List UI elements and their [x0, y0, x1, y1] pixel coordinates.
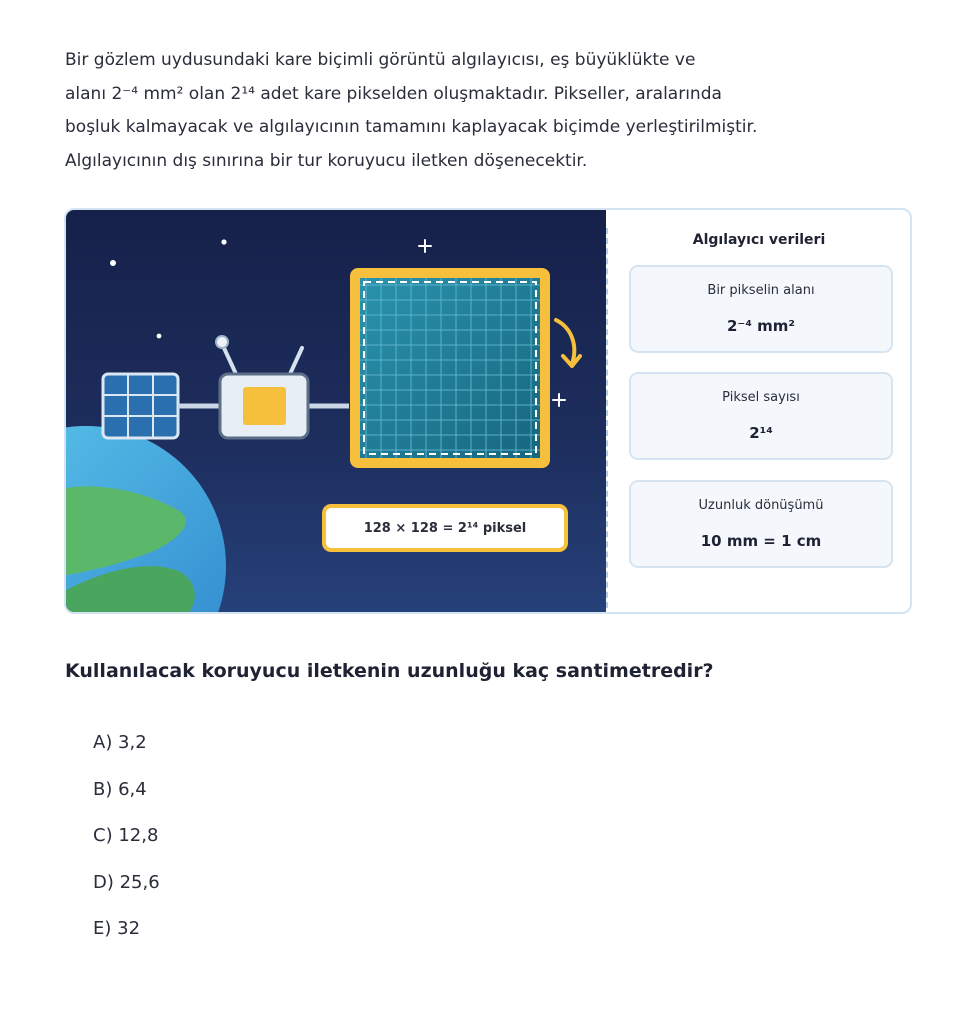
- antenna-tip: [216, 336, 228, 348]
- pixel-area-card: [629, 265, 893, 353]
- pixel-count-card: [629, 372, 893, 460]
- stem-line: alanı 2⁻⁴ mm² olan 2¹⁴ adet kare pikselden oluşmaktadır. Pikseller, aralarında: [65, 83, 722, 104]
- question-stem: [65, 44, 825, 178]
- answer-options: [93, 730, 160, 963]
- satellite-body: [220, 374, 308, 438]
- option-e[interactable]: E) 32: [93, 918, 141, 939]
- card-label: Piksel sayısı: [722, 390, 800, 405]
- card-label: Uzunluk dönüşümü: [698, 498, 824, 513]
- image-sensor: [350, 268, 550, 468]
- antennas: [224, 348, 302, 374]
- option-b[interactable]: B) 6,4: [93, 778, 147, 800]
- stem-line: Bir gözlem uydusundaki kare biçimli görüntü algılayıcısı, eş büyüklükte ve: [65, 50, 696, 70]
- planet: [66, 426, 226, 614]
- pixel-count-formula: 128 × 128 = 2¹⁴ piksel: [322, 504, 568, 552]
- card-value: 10 mm = 1 cm: [700, 532, 822, 550]
- sensor-data-panel: [608, 210, 910, 612]
- perimeter-arrow: [556, 320, 580, 366]
- question-text: Kullanılacak koruyucu iletkenin uzunluğu kaç santimetredir?: [65, 660, 714, 682]
- unit-conversion-card: [629, 480, 893, 568]
- stem-line: boşluk kalmayacak ve algılayıcının tamamını kaplayacak biçimde yerleştirilmiştir.: [65, 117, 758, 138]
- card-value: 2⁻⁴ mm²: [727, 317, 795, 335]
- option-c[interactable]: C) 12,8: [93, 825, 159, 846]
- stem-line: Algılayıcının dış sınırına bir tur koruyucu iletken döşenecektir.: [65, 150, 588, 171]
- card-label: Bir pikselin alanı: [707, 283, 815, 298]
- solar-panel: [103, 374, 178, 438]
- option-d[interactable]: D) 25,6: [93, 871, 160, 893]
- card-value: 2¹⁴: [749, 424, 773, 442]
- panel-title: Algılayıcı verileri: [692, 232, 826, 248]
- option-a[interactable]: A) 3,2: [93, 732, 147, 753]
- satellite-illustration: [66, 210, 606, 614]
- sensor-figure: [64, 208, 912, 614]
- space-illustration: [66, 210, 606, 614]
